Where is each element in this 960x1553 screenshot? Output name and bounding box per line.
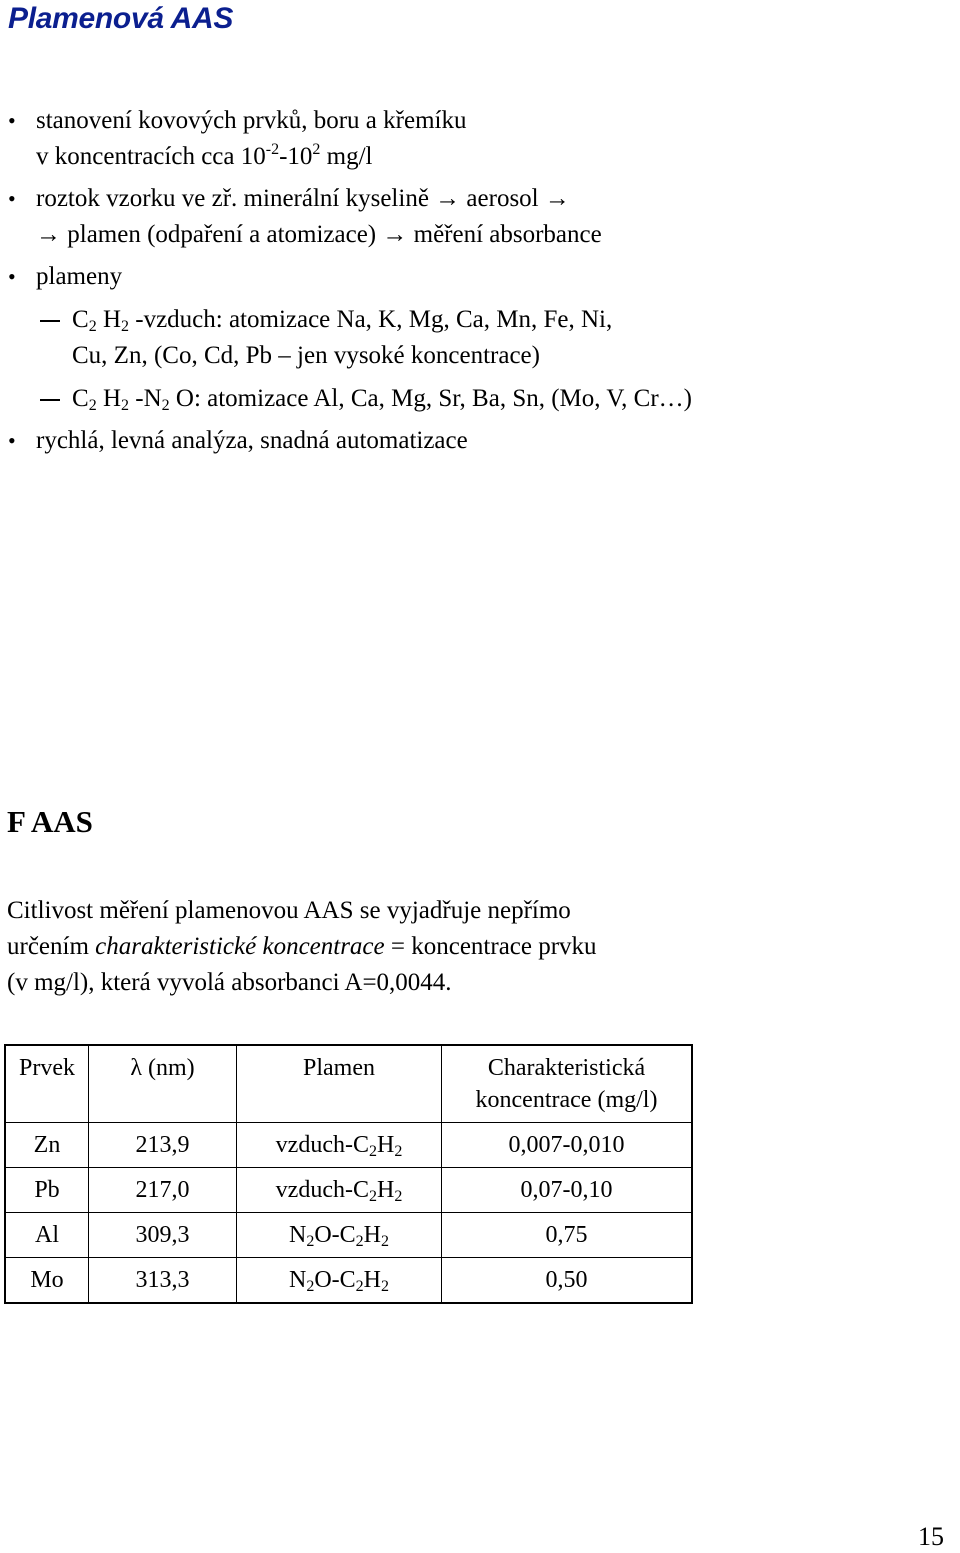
cell-plamen: $N_2O-C_2H_2$ — [237, 1213, 442, 1258]
dash-marker — [40, 320, 60, 322]
page-number: 15 — [918, 1522, 944, 1551]
dash-marker — [40, 399, 60, 401]
section-title: F AAS — [7, 804, 93, 839]
cell-koncentrace: 0,75 — [442, 1213, 693, 1258]
cell-plamen: vzduch-$C_2H_2$ — [237, 1168, 442, 1213]
cell-lambda: 217,0 — [89, 1168, 237, 1213]
concentration-table — [4, 1044, 693, 1304]
bullet-text: v koncentracích cca $10^{-2}-10^2$ mg/l — [36, 141, 373, 170]
table-header-row — [5, 1045, 692, 1123]
bullet-text: plameny — [36, 263, 123, 290]
arrow-icon: → — [36, 221, 61, 248]
subitem-text: Cu, Zn, (Co, Cd, Pb – jen vysoké koncentrace) — [72, 342, 540, 369]
subitem-text: $C_2$ $H_2$ -vzduch: atomizace Na, K, Mg, Ca, Mn, Fe, Ni, — [72, 306, 613, 335]
cell-plamen: vzduch-$C_2H_2$ — [237, 1123, 442, 1168]
table-row — [5, 1258, 692, 1304]
header-plamen: Plamen — [237, 1045, 442, 1123]
bullet-marker: • — [8, 428, 16, 453]
subitem-text: $C_2$ $H_2$ $-N_2$ O: atomizace Al, Ca, Mg, Sr, Ba, Sn, (Mo, V, Cr…) — [72, 385, 692, 414]
cell-koncentrace: 0,007-0,010 — [442, 1123, 693, 1168]
cell-lambda: 309,3 — [89, 1213, 237, 1258]
cell-lambda: 313,3 — [89, 1258, 237, 1304]
bullet-text: stanovení kovových prvků, boru a křemíku — [36, 107, 467, 134]
bullet-text: → plamen (odpaření a atomizace) → měření absorbance — [36, 221, 602, 248]
bullet-marker: • — [8, 186, 16, 211]
page-title: Plamenová AAS — [8, 2, 234, 35]
table-row — [5, 1168, 692, 1213]
bullet-text: roztok vzorku ve zř. minerální kyselině → aerosol → — [36, 185, 570, 212]
table-row — [5, 1213, 692, 1258]
bullet-marker: • — [8, 108, 16, 133]
cell-plamen: $N_2O-C_2H_2$ — [237, 1258, 442, 1304]
cell-koncentrace: 0,50 — [442, 1258, 693, 1304]
header-lambda: λ (nm) — [89, 1045, 237, 1123]
table-row — [5, 1123, 692, 1168]
header-koncentrace: Charakteristická koncentrace (mg/l) — [442, 1045, 693, 1123]
arrow-icon: → — [544, 185, 570, 212]
header-prvek: Prvek — [5, 1045, 89, 1123]
paragraph-line: určením charakteristické koncentrace = koncentrace prvku — [7, 933, 597, 960]
cell-koncentrace: 0,07-0,10 — [442, 1168, 693, 1213]
cell-prvek: Al — [5, 1213, 89, 1258]
bullet-marker: • — [8, 264, 16, 289]
cell-prvek: Zn — [5, 1123, 89, 1168]
paragraph-line: (v mg/l), která vyvolá absorbanci A=0,0044. — [7, 969, 452, 996]
cell-prvek: Pb — [5, 1168, 89, 1213]
paragraph-line: Citlivost měření plamenovou AAS se vyjadřuje nepřímo — [7, 897, 571, 924]
arrow-icon: → — [435, 185, 461, 212]
arrow-icon: → — [382, 221, 408, 248]
cell-prvek: Mo — [5, 1258, 89, 1304]
bullet-text: rychlá, levná analýza, snadná automatizace — [36, 427, 468, 454]
cell-lambda: 213,9 — [89, 1123, 237, 1168]
